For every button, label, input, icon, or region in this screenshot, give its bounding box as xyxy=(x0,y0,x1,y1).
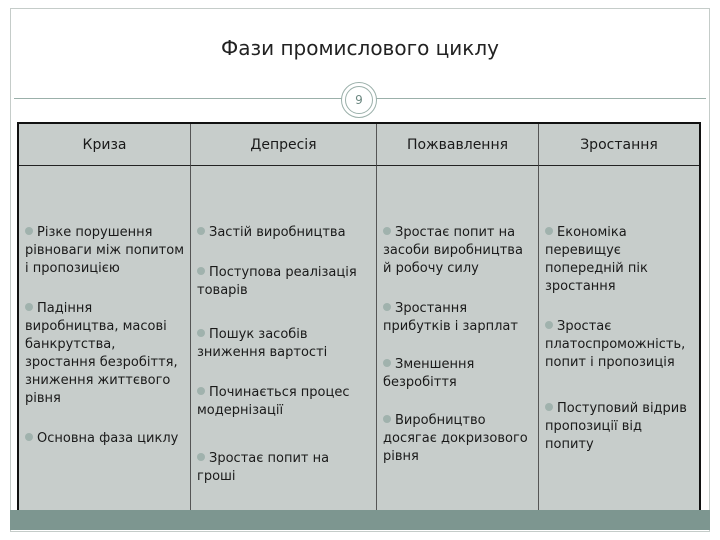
header-pozhvavlennya: Пожвавлення xyxy=(377,124,539,166)
page-number-badge xyxy=(341,82,377,118)
list-item: Пошук засобів зниження вартості xyxy=(197,327,328,360)
bullet-icon xyxy=(545,227,553,235)
page-number: 9 xyxy=(355,93,363,107)
list-item: Поступова реалізація товарів xyxy=(197,265,357,298)
bullet-icon xyxy=(25,433,33,441)
header-zrostannya: Зростання xyxy=(539,124,699,166)
header-kryza: Криза xyxy=(19,124,191,166)
list-item: Зростає попит на гроші xyxy=(197,451,330,484)
bullet-icon xyxy=(197,453,205,461)
bullet-icon xyxy=(383,359,391,367)
header-depresiya: Депресія xyxy=(191,124,377,166)
bullet-icon xyxy=(383,415,391,423)
list-item: Різке порушення рівноваги між попитом і пропозицією xyxy=(25,225,185,276)
list-item: Поступовий відрив пропозиції від попиту xyxy=(545,401,687,452)
list-item: Зменшення безробіття xyxy=(383,357,475,390)
bullet-icon xyxy=(25,303,33,311)
list-item: Падіння виробництва, масові банкрутства, зростання безробіття, зниження життєвого рівня xyxy=(25,301,178,406)
bullet-icon xyxy=(197,267,205,275)
bullet-icon xyxy=(383,227,391,235)
column-kryza xyxy=(19,166,191,510)
bullet-icon xyxy=(383,303,391,311)
column-pozhvavlennya xyxy=(377,166,539,510)
cycle-phases-table xyxy=(17,122,701,512)
column-zrostannya xyxy=(539,166,699,510)
list-item: Основна фаза циклу xyxy=(25,430,184,448)
bullet-icon xyxy=(545,403,553,411)
column-depresiya xyxy=(191,166,377,510)
bullet-icon xyxy=(25,227,33,235)
list-item: Зростає платоспроможність, попит і пропозиція xyxy=(545,319,686,370)
bullet-icon xyxy=(545,321,553,329)
list-item: Зростання прибутків і зарплат xyxy=(383,301,518,334)
bullet-icon xyxy=(197,227,205,235)
list-item: Виробництво досягає докризового рівня xyxy=(383,413,528,464)
list-item: Починається процес модернізації xyxy=(197,385,350,418)
list-item: Зростає попит на засоби виробництва й робочу силу xyxy=(383,225,523,276)
list-item: Економіка перевищує попередній пік зростання xyxy=(545,225,648,294)
list-item: Застій виробництва xyxy=(197,224,370,242)
footer-bar xyxy=(10,510,710,530)
bullet-icon xyxy=(197,387,205,395)
slide-title: Фази промислового циклу xyxy=(220,36,499,60)
bullet-icon xyxy=(197,329,205,337)
